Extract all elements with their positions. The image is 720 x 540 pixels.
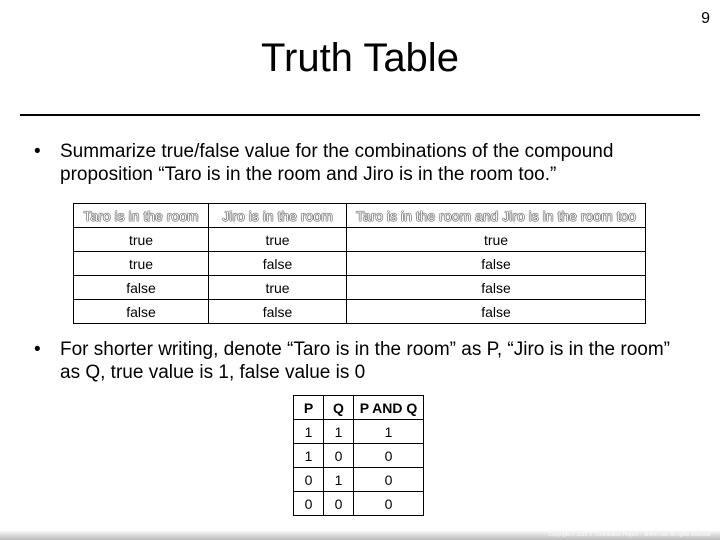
- table-cell: 0: [294, 468, 324, 492]
- table-cell: false: [347, 252, 646, 276]
- table-header-row: [74, 204, 646, 228]
- header-p: P: [294, 396, 324, 420]
- page-number: 9: [701, 10, 710, 27]
- bullet-point: •: [34, 141, 41, 162]
- table-cell: false: [209, 252, 347, 276]
- table-cell: 1: [324, 468, 354, 492]
- copyright-footer: Copyright © 2010 IT Certification Project – Shimo Lab. All rights reserved: [548, 532, 710, 538]
- table-row: [294, 468, 424, 492]
- table-row: [74, 276, 646, 300]
- table-row: [74, 228, 646, 252]
- table-cell: true: [74, 252, 209, 276]
- bullet-point: •: [34, 339, 41, 360]
- table-cell: true: [74, 228, 209, 252]
- truth-table-symbols: [293, 395, 424, 516]
- table-cell: 0: [354, 492, 424, 516]
- table-cell: 0: [354, 444, 424, 468]
- table-cell: false: [74, 276, 209, 300]
- bullet-summary-text: Summarize true/false value for the combinations of the compound proposition “Taro is in the room and Jiro is in the room too.”: [60, 141, 614, 185]
- header-taro: Taro is in the room: [74, 204, 209, 228]
- table-cell: true: [209, 228, 347, 252]
- bullet-summary: [34, 140, 674, 186]
- table-cell: 0: [324, 492, 354, 516]
- bullet-shorthand-text: For shorter writing, denote “Taro is in the room” as P, “Jiro is in the room” as Q, true value is 1, false value is 0: [60, 339, 670, 383]
- table-cell: 1: [294, 420, 324, 444]
- table-cell: true: [209, 276, 347, 300]
- table-cell: false: [347, 300, 646, 324]
- table-row: [294, 492, 424, 516]
- header-jiro: Jiro is in the room: [209, 204, 347, 228]
- table-cell: true: [347, 228, 646, 252]
- table-cell: false: [74, 300, 209, 324]
- header-q: Q: [324, 396, 354, 420]
- table-cell: false: [347, 276, 646, 300]
- bullet-shorthand: [34, 338, 674, 384]
- table-row: [294, 420, 424, 444]
- table-header-row: [294, 396, 424, 420]
- table-row: [294, 444, 424, 468]
- table-cell: 1: [294, 444, 324, 468]
- table-cell: 1: [324, 420, 354, 444]
- table-row: [74, 252, 646, 276]
- table-row: [74, 300, 646, 324]
- table-cell: false: [209, 300, 347, 324]
- header-compound: Taro is in the room and Jiro is in the room too: [347, 204, 646, 228]
- slide-title: Truth Table: [261, 36, 459, 80]
- table-cell: 0: [324, 444, 354, 468]
- table-cell: 0: [294, 492, 324, 516]
- table-cell: 0: [354, 468, 424, 492]
- truth-table-words: [73, 203, 646, 324]
- header-p-and-q: P AND Q: [354, 396, 424, 420]
- title-divider: [20, 114, 700, 116]
- table-cell: 1: [354, 420, 424, 444]
